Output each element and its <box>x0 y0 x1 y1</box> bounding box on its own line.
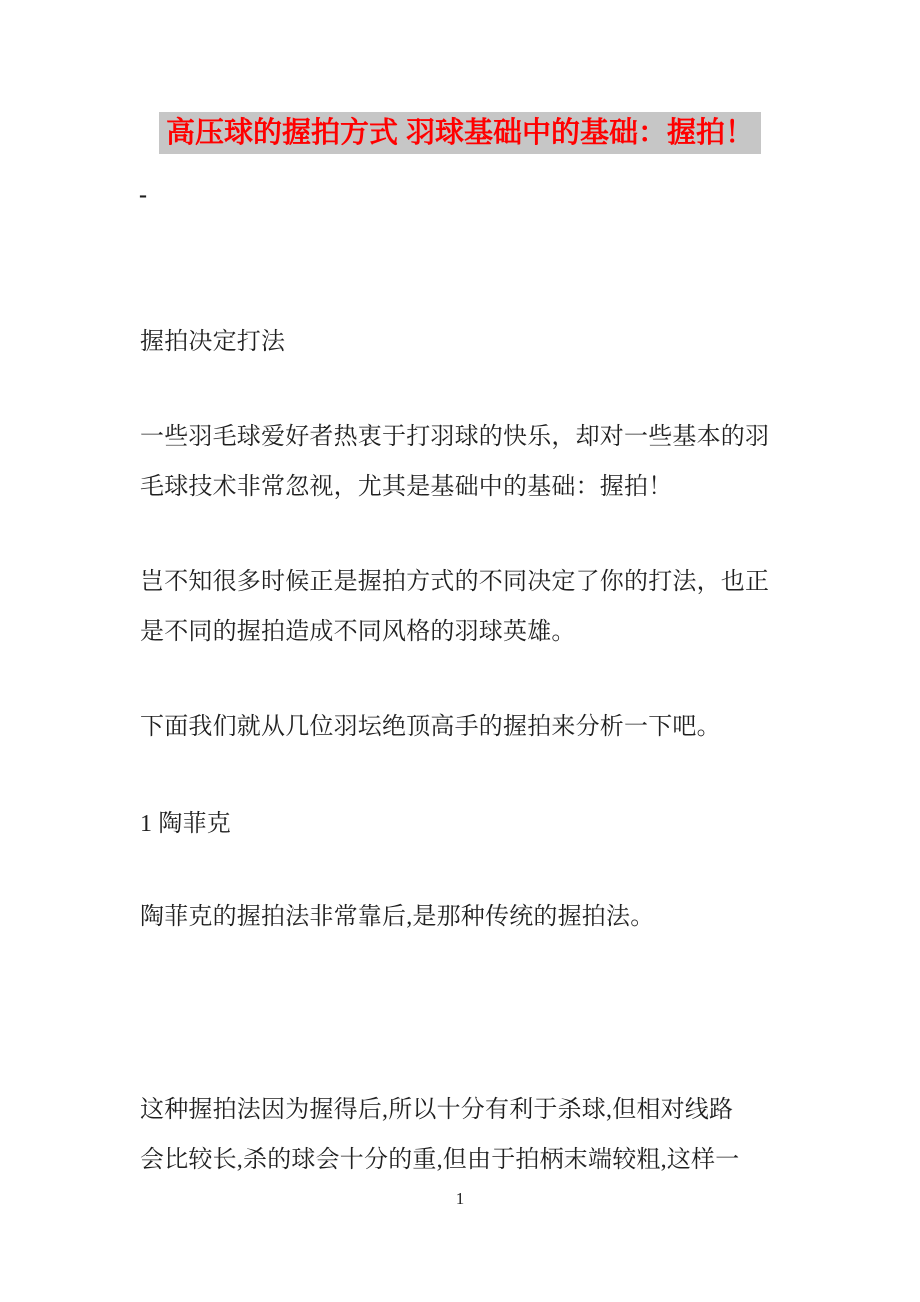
paragraph-line: 是不同的握拍造成不同风格的羽球英雄。 <box>140 619 576 645</box>
dash-mark: - <box>139 182 147 208</box>
paragraph-line: 这种握拍法因为握得后,所以十分有利于杀球,但相对线路 <box>140 1097 734 1123</box>
numbered-heading: 1 陶菲克 <box>140 811 231 837</box>
paragraph-line: 会比较长,杀的球会十分的重,但由于拍柄末端较粗,这样一 <box>140 1147 740 1173</box>
paragraph-line: 握拍决定打法 <box>140 329 286 355</box>
paragraph-line: 一些羽毛球爱好者热衷于打羽球的快乐，却对一些基本的羽 <box>140 424 770 450</box>
paragraph-line: 下面我们就从几位羽坛绝顶高手的握拍来分析一下吧。 <box>140 714 721 740</box>
paragraph-line: 毛球技术非常忽视，尤其是基础中的基础：握拍！ <box>140 474 673 500</box>
title-row <box>0 112 920 154</box>
paragraph-line: 岂不知很多时候正是握拍方式的不同决定了你的打法，也正 <box>140 569 770 595</box>
page-number: 1 <box>455 1189 465 1208</box>
paragraph-line: 陶菲克的握拍法非常靠后,是那种传统的握拍法。 <box>140 904 655 930</box>
document-title: 高压球的握拍方式 羽球基础中的基础：握拍！ <box>159 112 761 154</box>
